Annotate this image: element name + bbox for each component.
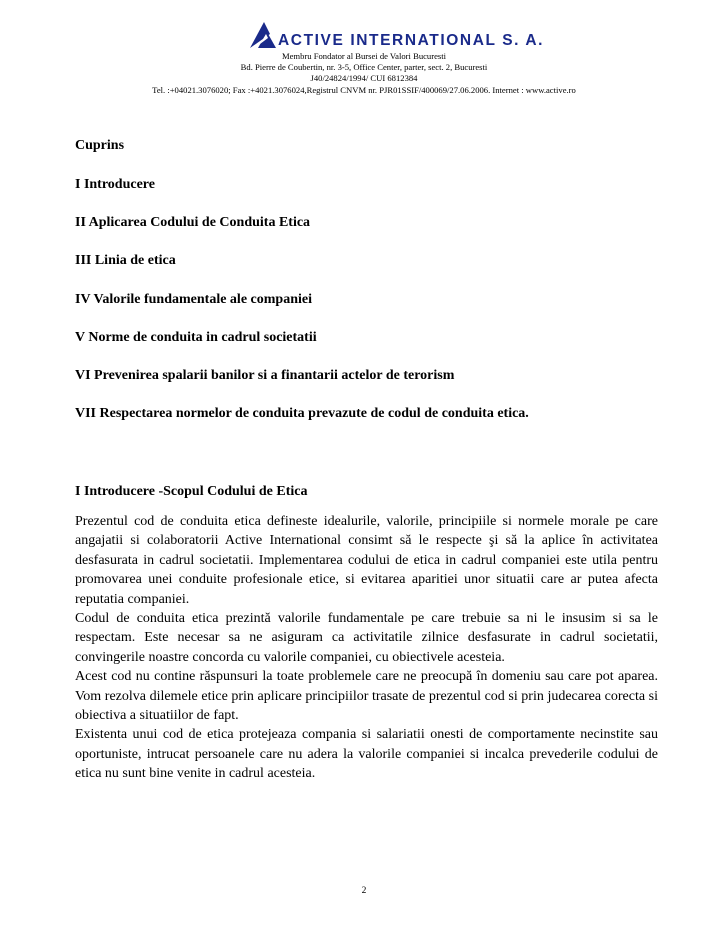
toc-item-2: II Aplicarea Codului de Conduita Etica [75,215,311,230]
header-address: Bd. Pierre de Coubertin, nr. 3-5, Office Center, parter, sect. 2, Bucuresti [240,62,488,72]
section-body [75,512,658,784]
toc-item-5: V Norme de conduita in cadrul societatii [75,330,317,345]
toc-item-6: VI Prevenirea spalarii banilor si a finantarii actelor de terorism [75,368,455,383]
paragraph: Codul de conduita etica prezintă valorile fundamentale pe care trebuie sa ni le insusim si sa le respectam. Este necesar sa ne asiguram ca activitatile zilnice desfasurate in cadrul societatii, convingerile noastre concorda cu valorile companiei, cu obiectivele acesteia. [75,611,658,665]
toc-item-3: III Linia de etica [75,253,176,268]
toc-item-4: IV Valorile fundamentale ale companiei [75,292,312,307]
toc-item-1: I Introducere [75,177,155,192]
section-title: I Introducere -Scopul Codului de Etica [75,484,308,499]
toc-title: Cuprins [75,138,125,153]
header-line-1: Membru Fondator al Bursei de Valori Bucuresti [281,51,447,61]
paragraph: Acest cod nu contine răspunsuri la toate problemele care ne preocupă în domeniu sau care pot aparea. Vom rezolva dilemele etice prin aplicare principiilor trasate de prezentul cod si prin judecarea corecta si obiectiva a situatiilor de fapt. [75,669,658,724]
header-registration: J40/24824/1994/ CUI 6812384 [310,73,418,83]
header-contact: Tel. :+04021.3076020; Fax :+4021.3076024,Registrul CNVM nr. PJR01SSIF/400069/27.06.2006. Internet : www.active.ro [152,85,576,95]
company-name: ACTIVE INTERNATIONAL S. A. [278,32,545,49]
toc-item-7: VII Respectarea normelor de conduita prevazute de codul de conduita etica. [75,406,529,421]
company-logo-icon [248,20,278,50]
page-number: 2 [361,886,367,896]
paragraph: Prezentul cod de conduita etica defineste idealurile, valorile, principiile si normele morale pe care angajatii si colaboratorii Active International consimt să le respecte şi să la aplice în activitatea desfasurata in cadrul societatii. Implementarea codului de etica in cadrul companiei este utila pentru promovarea unei conduite profesionale etice, si evitarea aparitiei unor situatii care ar putea afecta reputatia companiei. [75,514,658,607]
paragraph: Existenta unui cod de etica protejeaza compania si salariatii onesti de comportamente necinstite sau oportuniste, intrucat persoanele care nu adera la valorile companiei si incalca prevederile codului de etica nu sunt bine venite in cadrul acesteia. [75,727,658,782]
